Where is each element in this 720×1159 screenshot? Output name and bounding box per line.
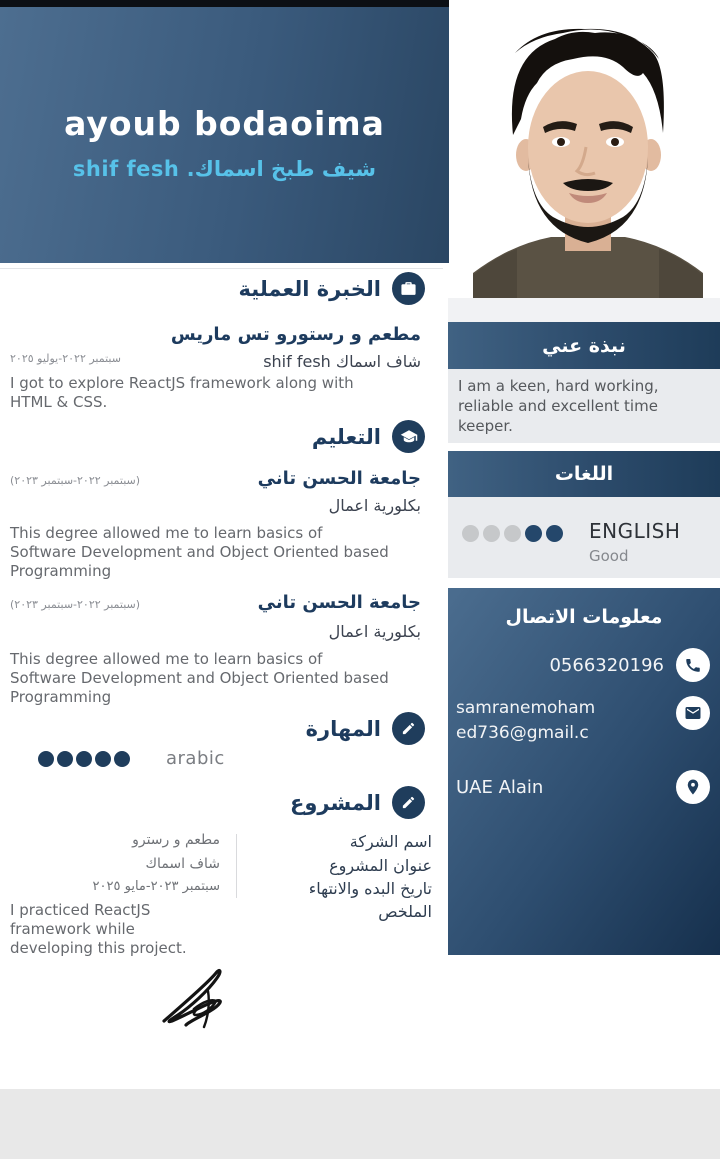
education-title: التعليم xyxy=(311,424,381,449)
education-description: This degree allowed me to learn basics of Software Development and Object Oriented based Programming xyxy=(10,650,389,707)
skill-item xyxy=(38,748,225,769)
about-body xyxy=(448,369,720,443)
contact-section xyxy=(448,588,720,955)
location-text: UAE Alain xyxy=(456,776,544,798)
section-divider-line xyxy=(0,268,443,269)
location-pin-icon xyxy=(676,770,710,804)
bottom-gray-strip xyxy=(0,1089,720,1159)
skills-section-header xyxy=(0,712,449,745)
about-title: نبذة عني xyxy=(542,334,626,357)
pencil-icon xyxy=(392,786,425,819)
about-section-bar xyxy=(448,322,720,369)
envelope-icon xyxy=(676,696,710,730)
job-subtitle: شيف طبخ اسماك. shif fesh xyxy=(72,156,377,181)
experience-section-header xyxy=(0,272,449,305)
education-school: جامعة الحسن تاني xyxy=(257,468,421,489)
education-degree: بكلورية اعمال xyxy=(328,622,421,641)
contact-phone-row xyxy=(456,648,710,682)
experience-dates: سبتمبر ٢٠٢٢-يوليو ٢٠٢٥ xyxy=(10,352,121,365)
header xyxy=(0,7,449,263)
language-item xyxy=(448,497,720,565)
languages-title: اللغات xyxy=(554,463,614,485)
skill-rating-dots xyxy=(38,751,130,767)
education-school: جامعة الحسن تاني xyxy=(257,592,421,613)
phone-icon xyxy=(676,648,710,682)
experience-title: الخبرة العملية xyxy=(238,276,381,301)
graduation-cap-icon xyxy=(392,420,425,453)
experience-description: I got to explore ReactJS framework along with HTML & CSS. xyxy=(10,374,354,412)
language-level: Good xyxy=(589,547,629,565)
project-title: المشروع xyxy=(290,790,381,815)
education-dates: (سبتمبر ٢٠٢٢-سبتمبر ٢٠٢٣) xyxy=(10,598,141,611)
language-rating-dots xyxy=(462,525,563,542)
person-name: ayoub bodaoima xyxy=(64,103,385,143)
project-column-divider xyxy=(236,834,237,898)
skill-name: arabic xyxy=(166,748,225,769)
phone-number: 0566320196 xyxy=(549,654,664,676)
education-section-header xyxy=(0,420,449,453)
photo-bottom-strip xyxy=(448,298,720,322)
portrait-illustration xyxy=(455,7,720,298)
languages-body xyxy=(448,497,720,578)
project-section-header xyxy=(0,786,449,819)
education-description: This degree allowed me to learn basics of Software Development and Object Oriented based Programming xyxy=(10,524,389,581)
top-black-strip xyxy=(0,0,449,7)
languages-section-bar xyxy=(448,451,720,497)
experience-company: مطعم و رستورو تس ماريس xyxy=(170,324,421,345)
signature xyxy=(150,963,250,1045)
project-row-company: مطعم و رسترو اسم الشركة xyxy=(132,832,432,851)
project-row-summary: الملخص xyxy=(378,902,432,921)
project-summary-text: I practiced ReactJS framework while developing this project. xyxy=(10,901,187,957)
about-text: I am a keen, hard working, reliable and excellent time keeper. xyxy=(458,377,659,435)
education-dates: (سبتمبر ٢٠٢٢-سبتمبر ٢٠٢٣) xyxy=(10,474,141,487)
experience-role: شاف اسماك shif fesh xyxy=(263,352,421,371)
email-address: samranemohamed736@gmail.c xyxy=(456,698,596,743)
skills-title: المهارة xyxy=(305,716,381,741)
profile-photo xyxy=(455,7,720,298)
language-name: ENGLISH xyxy=(589,519,681,543)
pencil-icon xyxy=(392,712,425,745)
education-degree: بكلورية اعمال xyxy=(328,496,421,515)
project-row-title: شاف اسماك عنوان المشروع xyxy=(145,856,432,875)
briefcase-icon xyxy=(392,272,425,305)
project-row-dates: سبتمبر ٢٠٢٣-مايو ٢٠٢٥ تاريخ البده والانتهاء xyxy=(92,879,432,898)
contact-title: معلومات الاتصال xyxy=(505,606,663,628)
contact-email-row xyxy=(456,696,710,745)
contact-location-row xyxy=(456,770,710,804)
